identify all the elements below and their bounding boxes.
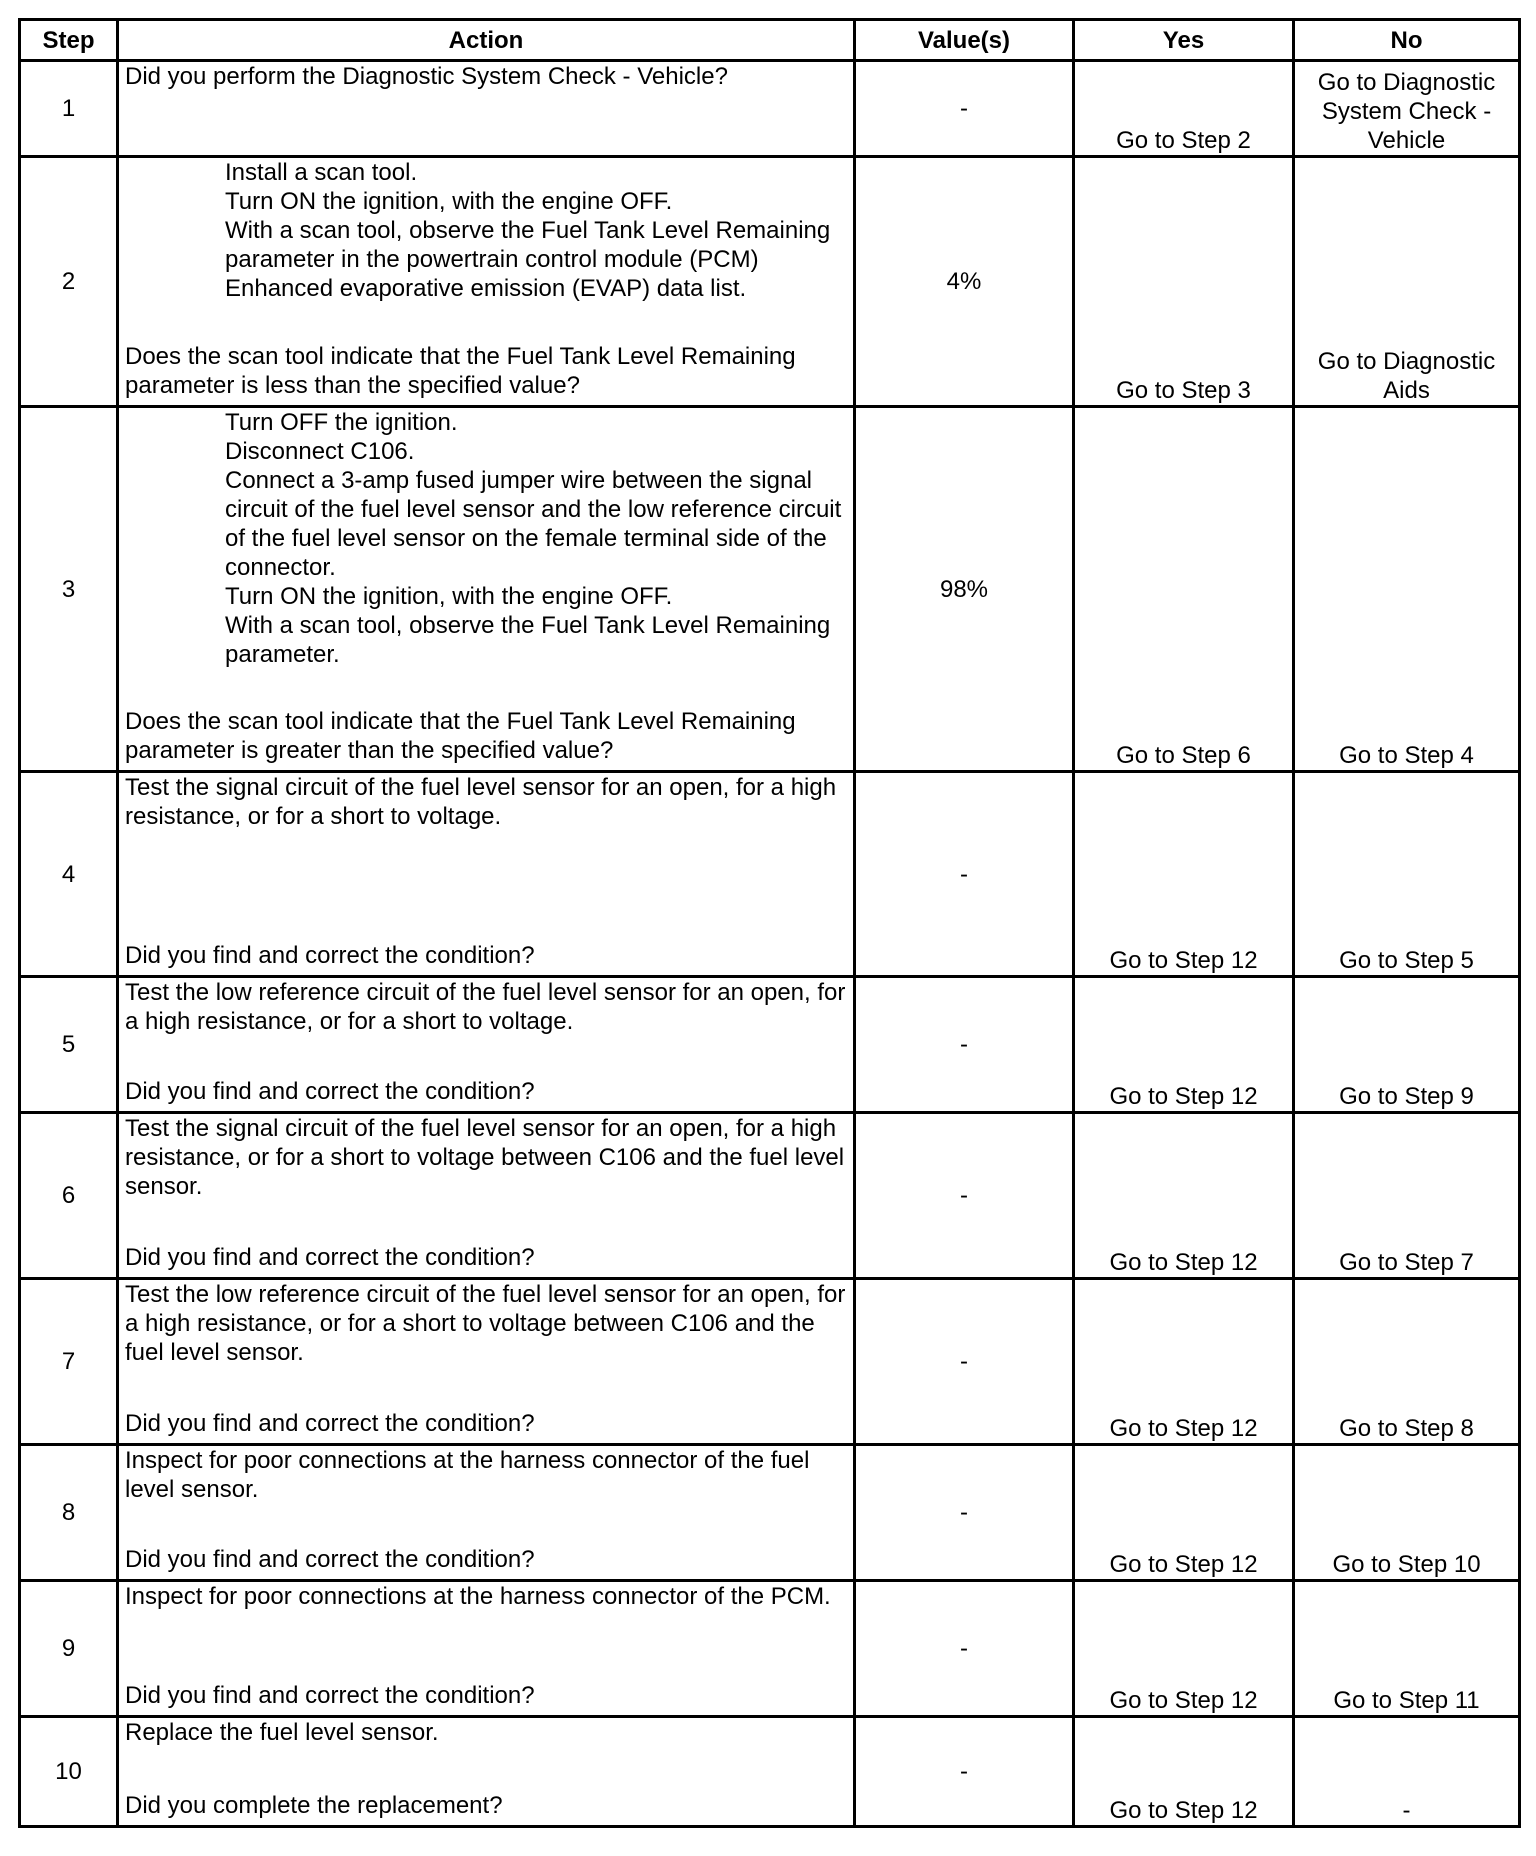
step-number: 1	[20, 61, 118, 157]
yes-cell: Go to Step 12	[1074, 772, 1294, 977]
value-cell: 98%	[855, 407, 1074, 772]
yes-cell: Go to Step 12	[1074, 1717, 1294, 1827]
action-text: Test the low reference circuit of the fuel level sensor for an open, for a high resistance, or for a short to voltage.	[125, 979, 846, 1035]
action-question: Did you find and correct the condition?	[125, 1546, 535, 1573]
action-question: Did you perform the Diagnostic System Check - Vehicle?	[125, 63, 728, 90]
step-number: 5	[20, 977, 118, 1113]
no-cell: Go to Step 4	[1294, 407, 1520, 772]
value-cell: -	[855, 1445, 1074, 1581]
action-cell	[118, 1279, 855, 1445]
action-question: Did you complete the replacement?	[125, 1792, 503, 1819]
substep-item: Connect a 3-amp fused jumper wire between the signal circuit of the fuel level sensor and the low reference circuit of the fuel level sensor on the female terminal side of the connector.	[225, 467, 842, 581]
step-number: 2	[20, 157, 118, 407]
action-question: Does the scan tool indicate that the Fuel Tank Level Remaining parameter is greater than the specified value?	[125, 708, 796, 764]
action-question: Did you find and correct the condition?	[125, 942, 535, 969]
step-number: 3	[20, 407, 118, 772]
no-cell: Go to Step 9	[1294, 977, 1520, 1113]
yes-cell: Go to Step 3	[1074, 157, 1294, 407]
step-number: 10	[20, 1717, 118, 1827]
action-cell	[118, 772, 855, 977]
substep-item: Turn ON the ignition, with the engine OFF.	[225, 188, 673, 215]
table-row	[20, 1717, 1520, 1827]
action-instructions	[125, 978, 847, 1036]
action-text: Test the low reference circuit of the fuel level sensor for an open, for a high resistance, or for a short to voltage between C106 and the fuel level sensor.	[125, 1281, 846, 1366]
action-cell	[118, 1113, 855, 1279]
header-yes: Yes	[1074, 20, 1294, 61]
action-content	[125, 1582, 847, 1710]
substep-list	[125, 408, 847, 669]
step-number: 7	[20, 1279, 118, 1445]
no-cell: Go to Diagnostic Aids	[1294, 157, 1520, 407]
yes-cell: Go to Step 12	[1074, 1113, 1294, 1279]
step-number: 6	[20, 1113, 118, 1279]
action-content	[125, 978, 847, 1106]
action-instructions	[125, 408, 847, 669]
table-row	[20, 772, 1520, 977]
substep-item: Turn ON the ignition, with the engine OFF.	[225, 583, 673, 610]
yes-cell: Go to Step 12	[1074, 1279, 1294, 1445]
table-body	[20, 61, 1520, 1827]
no-cell: Go to Diagnostic System Check - Vehicle	[1294, 61, 1520, 157]
action-instructions	[125, 158, 847, 303]
value-cell: -	[855, 1717, 1074, 1827]
value-cell: -	[855, 772, 1074, 977]
no-cell: Go to Step 5	[1294, 772, 1520, 977]
action-content	[125, 773, 847, 970]
table-row	[20, 61, 1520, 157]
step-number: 8	[20, 1445, 118, 1581]
table-row	[20, 1279, 1520, 1445]
substep-item: Install a scan tool.	[225, 159, 418, 186]
action-content	[125, 62, 847, 150]
yes-cell: Go to Step 12	[1074, 1445, 1294, 1581]
action-text: Inspect for poor connections at the harness connector of the PCM.	[125, 1583, 831, 1610]
action-cell	[118, 1581, 855, 1717]
no-cell: Go to Step 7	[1294, 1113, 1520, 1279]
substep-item: With a scan tool, observe the Fuel Tank Level Remaining parameter.	[225, 612, 831, 668]
diagnostic-table	[18, 18, 1521, 1828]
action-text: Test the signal circuit of the fuel level sensor for an open, for a high resistance, or for a short to voltage between C106 and the fuel level sensor.	[125, 1115, 845, 1200]
table-row	[20, 1113, 1520, 1279]
value-cell: -	[855, 1279, 1074, 1445]
step-number: 9	[20, 1581, 118, 1717]
action-content	[125, 1114, 847, 1272]
action-text: Replace the fuel level sensor.	[125, 1719, 439, 1746]
action-instructions	[125, 1114, 847, 1201]
header-no: No	[1294, 20, 1520, 61]
action-content	[125, 158, 847, 400]
action-instructions	[125, 1718, 847, 1747]
yes-cell: Go to Step 6	[1074, 407, 1294, 772]
yes-cell: Go to Step 12	[1074, 1581, 1294, 1717]
action-instructions	[125, 773, 847, 831]
substep-item: Turn OFF the ignition.	[225, 409, 458, 436]
header-action: Action	[118, 20, 855, 61]
action-instructions	[125, 1446, 847, 1504]
action-content	[125, 1280, 847, 1438]
no-cell: Go to Step 10	[1294, 1445, 1520, 1581]
action-cell	[118, 61, 855, 157]
table-row	[20, 1445, 1520, 1581]
header-values: Value(s)	[855, 20, 1074, 61]
substep-item: With a scan tool, observe the Fuel Tank Level Remaining parameter in the powertrain control module (PCM) Enhanced evaporative emission (EVAP) data list.	[225, 217, 831, 302]
no-cell: Go to Step 8	[1294, 1279, 1520, 1445]
yes-cell: Go to Step 2	[1074, 61, 1294, 157]
action-content	[125, 1446, 847, 1574]
action-content	[125, 1718, 847, 1820]
action-question: Did you find and correct the condition?	[125, 1244, 535, 1271]
value-cell: -	[855, 1113, 1074, 1279]
yes-cell: Go to Step 12	[1074, 977, 1294, 1113]
action-content	[125, 408, 847, 765]
action-text: Test the signal circuit of the fuel level sensor for an open, for a high resistance, or for a short to voltage.	[125, 774, 837, 830]
no-cell: Go to Step 11	[1294, 1581, 1520, 1717]
no-cell: -	[1294, 1717, 1520, 1827]
substep-item: Disconnect C106.	[225, 438, 415, 465]
table-row	[20, 407, 1520, 772]
value-cell: -	[855, 1581, 1074, 1717]
header-step: Step	[20, 20, 118, 61]
action-cell	[118, 1445, 855, 1581]
action-instructions	[125, 1280, 847, 1367]
action-cell	[118, 407, 855, 772]
action-question: Does the scan tool indicate that the Fuel Tank Level Remaining parameter is less than the specified value?	[125, 343, 796, 399]
table-row	[20, 157, 1520, 407]
action-question: Did you find and correct the condition?	[125, 1410, 535, 1437]
action-cell	[118, 157, 855, 407]
value-cell: -	[855, 61, 1074, 157]
action-cell	[118, 977, 855, 1113]
header-row	[20, 20, 1520, 61]
action-instructions	[125, 1582, 847, 1611]
action-cell	[118, 1717, 855, 1827]
table-row	[20, 1581, 1520, 1717]
action-text: Inspect for poor connections at the harness connector of the fuel level sensor.	[125, 1447, 810, 1503]
substep-list	[125, 158, 847, 303]
action-question: Did you find and correct the condition?	[125, 1682, 535, 1709]
value-cell: 4%	[855, 157, 1074, 407]
step-number: 4	[20, 772, 118, 977]
table-row	[20, 977, 1520, 1113]
action-question: Did you find and correct the condition?	[125, 1078, 535, 1105]
value-cell: -	[855, 977, 1074, 1113]
